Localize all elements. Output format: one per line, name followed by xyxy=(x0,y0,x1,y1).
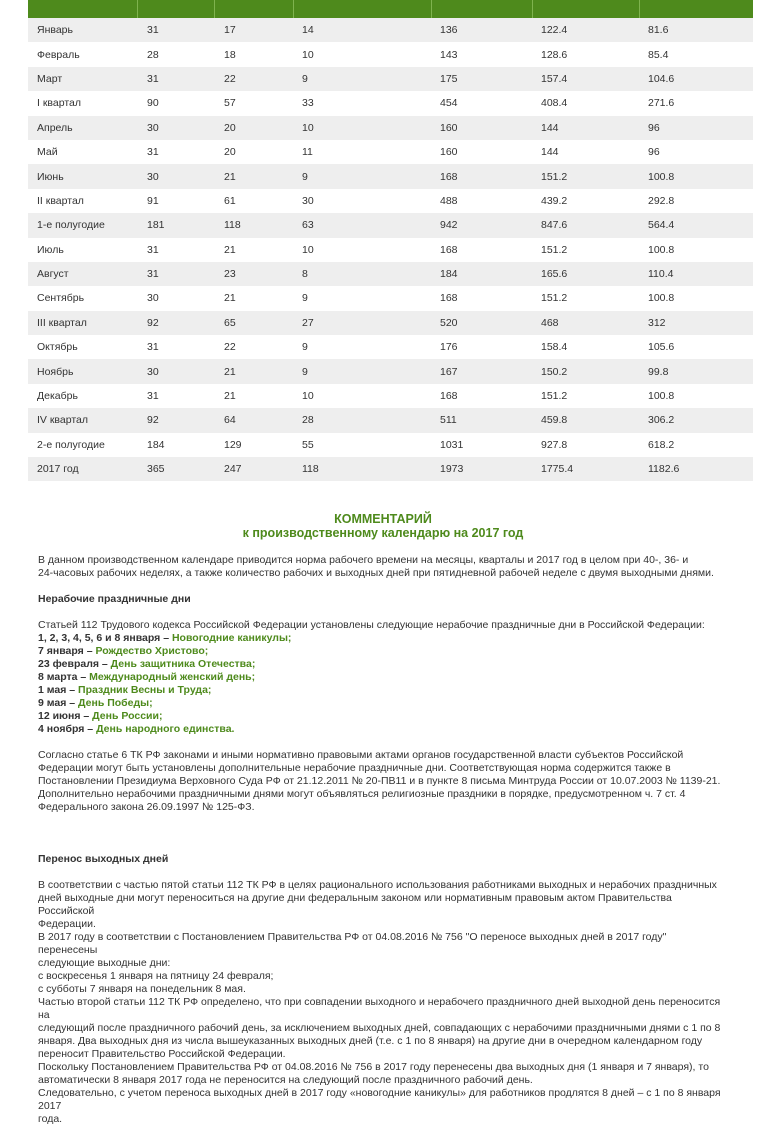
value-cell: 27 xyxy=(302,316,314,329)
value-cell: 365 xyxy=(147,463,165,476)
holiday-date: 12 июня – xyxy=(38,710,93,722)
value-cell: 31 xyxy=(147,24,159,37)
value-cell: 942 xyxy=(440,219,458,232)
value-cell: 9 xyxy=(302,365,308,378)
value-cell: 63 xyxy=(302,219,314,232)
value-cell: 168 xyxy=(440,390,458,403)
period-cell: Март xyxy=(37,72,63,85)
commentary-title: КОММЕНТАРИЙ xyxy=(334,512,432,526)
period-cell: 2017 год xyxy=(37,463,79,476)
value-cell: 21 xyxy=(224,390,236,403)
value-cell: 31 xyxy=(147,390,159,403)
value-cell: 468 xyxy=(541,316,559,329)
value-cell: 128.6 xyxy=(541,48,568,61)
value-cell: 9 xyxy=(302,170,308,183)
period-cell: Июль xyxy=(37,243,64,256)
value-cell: 157.4 xyxy=(541,72,568,85)
table-row xyxy=(28,262,753,286)
value-cell: 454 xyxy=(440,97,458,110)
value-cell: 96 xyxy=(648,146,660,159)
table-row xyxy=(28,91,753,115)
value-cell: 17 xyxy=(224,24,236,37)
table-row xyxy=(28,42,753,66)
value-cell: 408.4 xyxy=(541,97,568,110)
value-cell: 488 xyxy=(440,194,458,207)
value-cell: 312 xyxy=(648,316,666,329)
table-row xyxy=(28,189,753,213)
value-cell: 168 xyxy=(440,170,458,183)
value-cell: 11 xyxy=(302,146,313,159)
text-line: с субботы 7 января на понедельник 8 мая. xyxy=(38,983,246,995)
table-row xyxy=(28,116,753,140)
text-line: следующий после праздничного рабочий день, за исключением выходных дней, совпадающих с нерабочими праздничными днями с 1 по 8 xyxy=(38,1022,721,1034)
value-cell: 22 xyxy=(224,72,236,85)
value-cell: 271.6 xyxy=(648,97,675,110)
holiday-name: День народного единства. xyxy=(96,723,235,735)
holiday-item xyxy=(38,697,728,710)
text-line: дней выходные дни могут переноситься на другие дни федеральным законом или нормативным правовым актом Правительства Российской xyxy=(38,892,672,917)
calendar-table xyxy=(28,0,753,481)
value-cell: 122.4 xyxy=(541,24,568,37)
table-body xyxy=(28,18,753,481)
value-cell: 14 xyxy=(302,24,314,37)
value-cell: 65 xyxy=(224,316,236,329)
value-cell: 33 xyxy=(302,97,314,110)
table-row xyxy=(28,140,753,164)
value-cell: 151.2 xyxy=(541,170,568,183)
period-cell: Апрель xyxy=(37,121,73,134)
period-cell: IV квартал xyxy=(37,414,88,427)
table-row xyxy=(28,457,753,481)
holiday-list xyxy=(38,632,728,736)
text-line: Постановлении Президиума Верховного Суда РФ от 21.12.2011 № 20-ПВ11 и в пункте 8 письма Минтруда России от 10.07.2003 № 1139-21. xyxy=(38,775,721,787)
intro-text-line: В данном производственном календаре приводится норма рабочего времени на месяцы, кварталы и 2017 год в целом при 40-, 36- и xyxy=(38,554,689,566)
value-cell: 100.8 xyxy=(648,243,675,256)
commentary-section xyxy=(38,512,728,1126)
value-cell: 21 xyxy=(224,243,236,256)
value-cell: 90 xyxy=(147,97,159,110)
value-cell: 160 xyxy=(440,121,458,134)
text-line: Частью второй статьи 112 ТК РФ определено, что при совпадении выходного и нерабочего праздничного дней выходной день переносится на xyxy=(38,996,721,1021)
header-cell xyxy=(640,0,753,18)
value-cell: 110.4 xyxy=(648,268,674,281)
text-line: с воскресенья 1 января на пятницу 24 февраля; xyxy=(38,970,274,982)
value-cell: 85.4 xyxy=(648,48,669,61)
value-cell: 18 xyxy=(224,48,236,61)
period-cell: Сентябрь xyxy=(37,292,85,305)
holiday-item xyxy=(38,658,728,671)
value-cell: 1031 xyxy=(440,438,464,451)
value-cell: 847.6 xyxy=(541,219,568,232)
value-cell: 520 xyxy=(440,316,458,329)
value-cell: 136 xyxy=(440,24,458,37)
period-cell: 1-е полугодие xyxy=(37,219,105,232)
text-line: Федерального закона 26.09.1997 № 125-ФЗ. xyxy=(38,801,255,813)
value-cell: 92 xyxy=(147,316,159,329)
transfer-heading: Перенос выходных дней xyxy=(38,853,169,865)
value-cell: 10 xyxy=(302,243,314,256)
value-cell: 459.8 xyxy=(541,414,568,427)
holiday-name: Международный женский день; xyxy=(89,671,256,683)
header-cell xyxy=(533,0,640,18)
holiday-name: Рождество Христово; xyxy=(95,645,209,657)
value-cell: 20 xyxy=(224,121,236,134)
transfer-paragraph xyxy=(38,879,728,1126)
table-row xyxy=(28,408,753,432)
holiday-name: Праздник Весны и Труда; xyxy=(78,684,212,696)
table-row xyxy=(28,18,753,42)
article6-paragraph xyxy=(38,749,728,814)
value-cell: 158.4 xyxy=(541,341,568,354)
value-cell: 10 xyxy=(302,48,314,61)
value-cell: 168 xyxy=(440,243,458,256)
value-cell: 31 xyxy=(147,243,159,256)
value-cell: 168 xyxy=(440,292,458,305)
text-line: января. Два выходных дня из числа вышеуказанных выходных дней (т.е. с 1 по 8 января) на другие дни в очередном календарном году xyxy=(38,1035,703,1047)
value-cell: 176 xyxy=(440,341,458,354)
value-cell: 150.2 xyxy=(541,365,568,378)
value-cell: 30 xyxy=(147,170,159,183)
holiday-item xyxy=(38,723,728,736)
value-cell: 151.2 xyxy=(541,292,568,305)
value-cell: 92 xyxy=(147,414,159,427)
value-cell: 564.4 xyxy=(648,219,675,232)
commentary-subtitle: к производственному календарю на 2017 год xyxy=(242,526,524,540)
value-cell: 439.2 xyxy=(541,194,568,207)
text-line: переносит Правительство Российской Федерации. xyxy=(38,1048,286,1060)
header-cell xyxy=(294,0,432,18)
table-row xyxy=(28,335,753,359)
value-cell: 9 xyxy=(302,292,308,305)
value-cell: 167 xyxy=(440,365,458,378)
period-cell: Февраль xyxy=(37,48,80,61)
holiday-name: День защитника Отечества; xyxy=(110,658,256,670)
holiday-name: Новогодние каникулы; xyxy=(171,632,292,644)
header-cell xyxy=(28,0,138,18)
table-row xyxy=(28,67,753,91)
value-cell: 28 xyxy=(147,48,159,61)
holiday-item xyxy=(38,710,728,723)
period-cell: III квартал xyxy=(37,316,87,329)
value-cell: 151.2 xyxy=(541,390,568,403)
text-line: Дополнительно нерабочими праздничными днями могут объявляться религиозные праздники в порядке, предусмотренном ч. 7 ст. 4 xyxy=(38,788,686,800)
value-cell: 31 xyxy=(147,146,159,159)
table-row xyxy=(28,213,753,237)
period-cell: II квартал xyxy=(37,194,84,207)
text-line: Федерации могут быть установлены дополнительные нерабочие праздничные дни. Соответствующая норма содержится также в xyxy=(38,762,671,774)
value-cell: 143 xyxy=(440,48,458,61)
value-cell: 175 xyxy=(440,72,458,85)
value-cell: 22 xyxy=(224,341,236,354)
header-cell xyxy=(432,0,533,18)
period-cell: I квартал xyxy=(37,97,81,110)
value-cell: 184 xyxy=(440,268,458,281)
text-line: В соответствии с частью пятой статьи 112 ТК РФ в целях рационального использования работниками выходных и нерабочих праздничных xyxy=(38,879,717,891)
value-cell: 64 xyxy=(224,414,236,427)
value-cell: 129 xyxy=(224,438,242,451)
table-row xyxy=(28,359,753,383)
header-cell xyxy=(215,0,293,18)
text-line: Федерации. xyxy=(38,918,96,930)
table-row xyxy=(28,311,753,335)
header-cell xyxy=(138,0,215,18)
value-cell: 144 xyxy=(541,121,559,134)
table-row xyxy=(28,433,753,457)
value-cell: 104.6 xyxy=(648,72,675,85)
value-cell: 100.8 xyxy=(648,170,675,183)
value-cell: 247 xyxy=(224,463,242,476)
value-cell: 91 xyxy=(147,194,159,207)
table-header xyxy=(28,0,753,18)
value-cell: 81.6 xyxy=(648,24,669,37)
value-cell: 21 xyxy=(224,365,236,378)
value-cell: 55 xyxy=(302,438,314,451)
value-cell: 23 xyxy=(224,268,236,281)
value-cell: 292.8 xyxy=(648,194,675,207)
intro-text-line: 24-часовых рабочих неделях, а также количество рабочих и выходных дней при пятидневной рабочей неделе с двумя выходными днями. xyxy=(38,567,714,579)
value-cell: 28 xyxy=(302,414,314,427)
holiday-date: 8 марта – xyxy=(38,671,90,683)
value-cell: 30 xyxy=(302,194,314,207)
value-cell: 31 xyxy=(147,341,159,354)
holiday-name: День Победы; xyxy=(78,697,153,709)
value-cell: 184 xyxy=(147,438,165,451)
table-row xyxy=(28,238,753,262)
value-cell: 927.8 xyxy=(541,438,568,451)
holiday-item xyxy=(38,632,728,645)
value-cell: 160 xyxy=(440,146,458,159)
table-row xyxy=(28,164,753,188)
holiday-date: 23 февраля – xyxy=(38,658,111,670)
value-cell: 118 xyxy=(224,219,241,232)
value-cell: 21 xyxy=(224,292,236,305)
value-cell: 1182.6 xyxy=(648,463,680,476)
value-cell: 144 xyxy=(541,146,559,159)
holidays-heading: Нерабочие праздничные дни xyxy=(38,593,191,605)
value-cell: 21 xyxy=(224,170,236,183)
value-cell: 105.6 xyxy=(648,341,675,354)
value-cell: 30 xyxy=(147,121,159,134)
text-line: года. xyxy=(38,1113,63,1125)
holiday-item xyxy=(38,645,728,658)
value-cell: 618.2 xyxy=(648,438,675,451)
value-cell: 100.8 xyxy=(648,390,675,403)
value-cell: 151.2 xyxy=(541,243,568,256)
value-cell: 31 xyxy=(147,72,159,85)
holiday-date: 7 января – xyxy=(38,645,96,657)
holiday-date: 4 ноября – xyxy=(38,723,97,735)
value-cell: 1775.4 xyxy=(541,463,574,476)
value-cell: 10 xyxy=(302,390,314,403)
value-cell: 10 xyxy=(302,121,314,134)
text-line: автоматически 8 января 2017 года не переносится на следующий после праздничного рабочий день. xyxy=(38,1074,533,1086)
holiday-date: 1, 2, 3, 4, 5, 6 и 8 января – xyxy=(38,632,172,644)
value-cell: 57 xyxy=(224,97,236,110)
holiday-item xyxy=(38,684,728,697)
value-cell: 181 xyxy=(147,219,165,232)
value-cell: 165.6 xyxy=(541,268,568,281)
value-cell: 1973 xyxy=(440,463,464,476)
period-cell: Ноябрь xyxy=(37,365,74,378)
text-line: Следовательно, с учетом переноса выходных дней в 2017 году «новогодние каникулы» для работников продлятся 8 дней – с 1 по 8 января 2017 xyxy=(38,1087,721,1112)
period-cell: Май xyxy=(37,146,58,159)
period-cell: 2-е полугодие xyxy=(37,438,105,451)
value-cell: 306.2 xyxy=(648,414,675,427)
holiday-item xyxy=(38,671,728,684)
period-cell: Август xyxy=(37,268,69,281)
value-cell: 100.8 xyxy=(648,292,675,305)
holiday-name: День России; xyxy=(92,710,163,722)
holiday-date: 1 мая – xyxy=(38,684,79,696)
holiday-date: 9 мая – xyxy=(38,697,79,709)
text-line: В 2017 году в соответствии с Постановлением Правительства РФ от 04.08.2016 № 756 "О переносе выходных дней в 2017 году" перенесены xyxy=(38,931,667,956)
period-cell: Июнь xyxy=(37,170,64,183)
table-row xyxy=(28,384,753,408)
text-line: Согласно статье 6 ТК РФ законами и иными нормативно правовыми актами органов государственной власти субъектов Российской xyxy=(38,749,684,761)
period-cell: Январь xyxy=(37,24,73,37)
holidays-intro: Статьей 112 Трудового кодекса Российской Федерации установлены следующие нерабочие праздничные дни в Российской Федерации: xyxy=(38,619,705,631)
value-cell: 31 xyxy=(147,268,159,281)
period-cell: Октябрь xyxy=(37,341,78,354)
value-cell: 9 xyxy=(302,72,308,85)
text-line: следующие выходные дни: xyxy=(38,957,171,969)
value-cell: 96 xyxy=(648,121,660,134)
value-cell: 30 xyxy=(147,365,159,378)
period-cell: Декабрь xyxy=(37,390,78,403)
value-cell: 9 xyxy=(302,341,308,354)
value-cell: 511 xyxy=(440,414,457,427)
value-cell: 99.8 xyxy=(648,365,669,378)
value-cell: 61 xyxy=(224,194,236,207)
value-cell: 118 xyxy=(302,463,319,476)
value-cell: 8 xyxy=(302,268,308,281)
text-line: Поскольку Постановлением Правительства РФ от 04.08.2016 № 756 в 2017 году перенесены два выходных дня (1 января и 7 января), то xyxy=(38,1061,709,1073)
value-cell: 20 xyxy=(224,146,236,159)
value-cell: 30 xyxy=(147,292,159,305)
table-row xyxy=(28,286,753,310)
